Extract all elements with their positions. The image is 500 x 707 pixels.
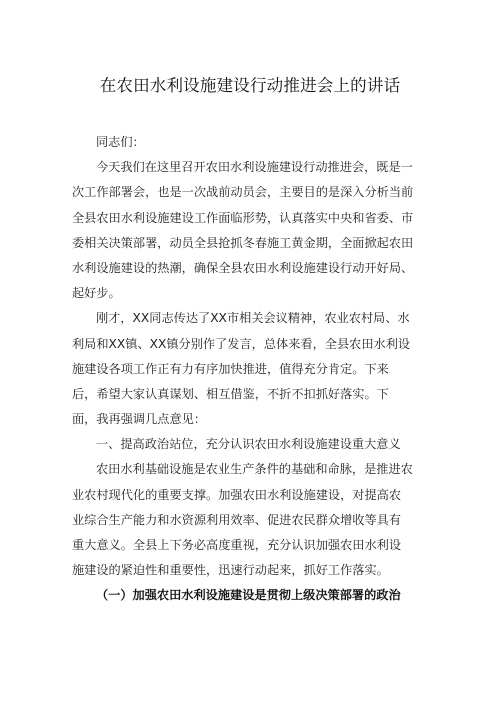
paragraph-line: 次工作部署会，也是一次战前动员会，主要目的是深入分析当前 xyxy=(72,185,414,200)
paragraph-line: 委相关决策部署，动员全县抢抓冬春施工黄金期，全面掀起农田 xyxy=(72,235,414,250)
paragraph-line: 同志们： xyxy=(96,135,145,149)
paragraph-line: 刚才，XX同志传达了XX市相关会议精神，农业农村局、水 xyxy=(96,311,410,326)
paragraph-line: 后，希望大家认真谋划、相互借鉴，不折不扣抓好落实。下 xyxy=(72,386,389,401)
paragraph-line: 业农村现代化的重要支撑。加强农田水利设施建设，对提高农 xyxy=(72,487,402,502)
paragraph-line: 今天我们在这里召开农田水利设施建设行动推进会，既是一 xyxy=(96,160,413,175)
paragraph-line: 施建设的紧迫性和重要性，迅速行动起来，抓好工作落实。 xyxy=(72,563,389,578)
paragraph-line: 重大意义。全县上下务必高度重视，充分认识加强农田水利设 xyxy=(72,538,402,552)
paragraph-line: 利局和XX镇、XX镇分别作了发言，总体来看，全县农田水利设 xyxy=(72,336,411,351)
document-title: 在农田水利设施建设行动推进会上的讲话 xyxy=(99,76,401,95)
paragraph-line: 业综合生产能力和水资源利用效率、促进农民群众增收等具有 xyxy=(72,512,402,527)
document-body xyxy=(72,130,432,609)
paragraph-line: 面，我再强调几点意见： xyxy=(72,412,207,427)
paragraph-line: 水利设施建设的热潮，确保全县农田水利设施建设行动开好局、 xyxy=(72,260,414,275)
paragraph-line: 一、提高政治站位，充分认识农田水利设施建设重大意义 xyxy=(96,437,401,452)
section-heading-line: （一）加强农田水利设施建设是贯彻上级决策部署的政治 xyxy=(96,588,401,603)
paragraph-line: 农田水利基础设施是农业生产条件的基础和命脉，是推进农 xyxy=(96,462,413,477)
paragraph-line: 全县农田水利设施建设工作面临形势，认真落实中央和省委、市 xyxy=(72,210,414,225)
paragraph-line: 起好步。 xyxy=(72,286,121,301)
paragraph-line: 施建设各项工作正有力有序加快推进，值得充分肯定。下来 xyxy=(72,361,389,376)
